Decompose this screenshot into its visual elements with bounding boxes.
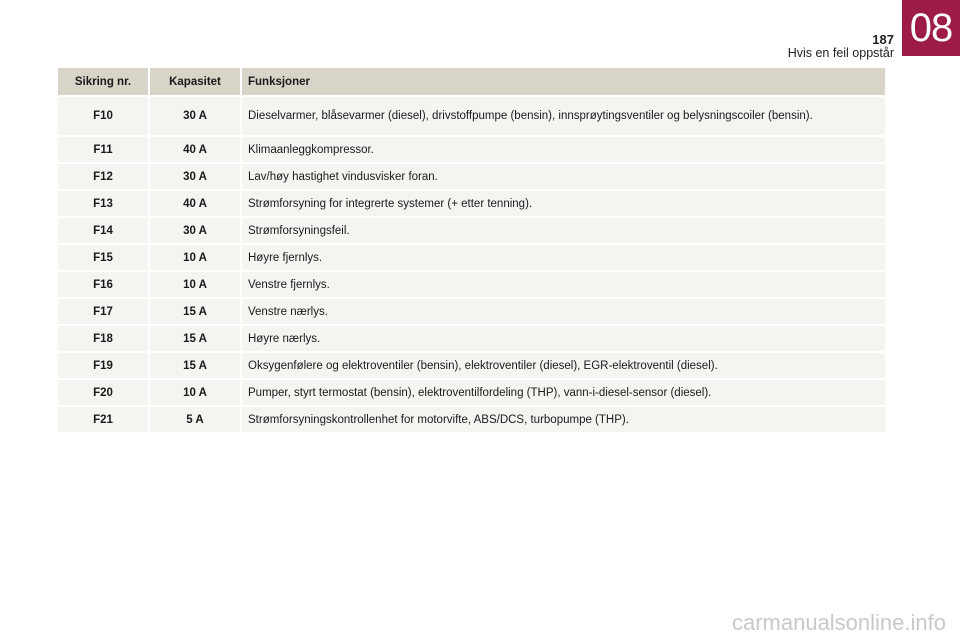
fuse-number-cell: F10 [58,96,149,136]
capacity-cell: 30 A [149,217,241,244]
column-header-capacity: Kapasitet [149,68,241,96]
table-row [58,298,885,325]
fuse-number-cell: F12 [58,163,149,190]
column-header-fuse-number: Sikring nr. [58,68,149,96]
function-cell: Strømforsyning for integrerte systemer (+ etter tenning). [241,190,885,217]
fuse-number-cell: F11 [58,136,149,163]
capacity-cell: 30 A [149,96,241,136]
function-cell: Strømforsyningsfeil. [241,217,885,244]
function-cell: Venstre fjernlys. [241,271,885,298]
fuse-number-cell: F19 [58,352,149,379]
table-row [58,96,885,136]
fuse-number-cell: F16 [58,271,149,298]
capacity-cell: 10 A [149,379,241,406]
function-cell: Klimaanleggkompressor. [241,136,885,163]
fuse-number-cell: F15 [58,244,149,271]
function-cell: Venstre nærlys. [241,298,885,325]
capacity-cell: 10 A [149,271,241,298]
table-row [58,163,885,190]
table-row [58,325,885,352]
table-row [58,379,885,406]
capacity-cell: 40 A [149,190,241,217]
capacity-cell: 15 A [149,325,241,352]
capacity-cell: 10 A [149,244,241,271]
table-body [58,96,885,432]
capacity-cell: 5 A [149,406,241,432]
table-row [58,217,885,244]
table-row [58,136,885,163]
column-header-functions: Funksjoner [241,68,885,96]
function-cell: Dieselvarmer, blåsevarmer (diesel), drivstoffpumpe (bensin), innsprøytingsventiler og belysningscoiler (bensin). [241,96,885,136]
page-number: 187 [872,32,894,47]
fuse-number-cell: F18 [58,325,149,352]
function-cell: Oksygenfølere og elektroventiler (bensin), elektroventiler (diesel), EGR-elektroventil (diesel). [241,352,885,379]
fuse-number-cell: F20 [58,379,149,406]
table-row [58,406,885,432]
chapter-tab: 08 [902,0,960,56]
watermark-text: carmanualsonline.info [731,610,946,635]
table-row [58,352,885,379]
table-header-row [58,68,885,96]
capacity-cell: 40 A [149,136,241,163]
fuse-number-cell: F14 [58,217,149,244]
function-cell: Strømforsyningskontrollenhet for motorvifte, ABS/DCS, turbopumpe (THP). [241,406,885,432]
capacity-cell: 30 A [149,163,241,190]
fuse-number-cell: F17 [58,298,149,325]
section-title: Hvis en feil oppstår [787,46,894,60]
function-cell: Lav/høy hastighet vindusvisker foran. [241,163,885,190]
fuse-number-cell: F13 [58,190,149,217]
fuse-number-cell: F21 [58,406,149,432]
function-cell: Høyre fjernlys. [241,244,885,271]
capacity-cell: 15 A [149,352,241,379]
table-row [58,244,885,271]
fuse-table [58,68,885,432]
table-row [58,271,885,298]
function-cell: Pumper, styrt termostat (bensin), elektroventilfordeling (THP), vann-i-diesel-sensor (diesel). [241,379,885,406]
capacity-cell: 15 A [149,298,241,325]
table-row [58,190,885,217]
function-cell: Høyre nærlys. [241,325,885,352]
